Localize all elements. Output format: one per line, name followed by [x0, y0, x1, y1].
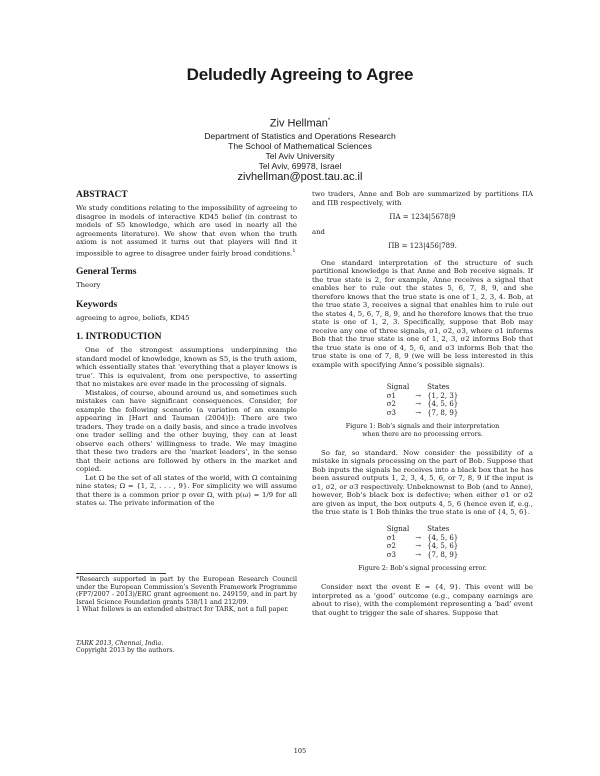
table-header-row — [384, 383, 461, 392]
table-header-row — [384, 525, 461, 534]
right-paragraph-1: One standard interpretation of the structure of such partitional knowledge is that Anne and Bob receive signals. If the true state is 2, for example, Anne receives a signal that enables her to rule out the states 5, 6, 7, 8, 9, and she therefore knows that the true state is one of 1, 2, 3, 4. Bob, at the true state 3, receives a signal that enables him to rule out the states 4, 5, 6, 7, 8, 9, and he therefore knows that the true state is one of 1, 2, 3. Specifically, suppose that Bob may receive any one of three signals, σ1, σ2, σ3, where σ1 informs Bob that the true state is one of 1, 2, 3, σ2 informs Bob that the true state is one of 4, 5, 6, and σ3 informs Bob that the true state is one of 7, 8, 9 (we will be less interested in this example with specifying Anne’s possible signals). — [312, 258, 533, 369]
right-column — [312, 190, 533, 617]
table-cell: {1, 2, 3} — [427, 391, 459, 400]
table-cell: σ1 — [386, 533, 396, 542]
conference-info — [76, 640, 297, 654]
table-cell: → — [415, 391, 422, 400]
table-row — [384, 400, 461, 409]
copyright-line: Copyright 2013 by the authors. — [76, 647, 175, 655]
figure-1-caption-line-1: Figure 1: Bob’s signals and their interpretation — [345, 422, 500, 431]
table-cell: → — [415, 408, 422, 417]
equation-2: ΠB = 123|456|789. — [388, 242, 457, 250]
table-header — [412, 525, 424, 534]
general-terms-heading: General Terms — [76, 267, 137, 278]
keywords-heading: Keywords — [76, 299, 118, 310]
right-paragraph-2: So far, so standard. Now consider the possibility of a mistake in signals processing on the part of Bob. Suppose that Bob inputs the signals he receives into a black box that he has been assured outputs 1, 2, 3, 4, 5, 6, or 7, 8, 9 if the input is σ1, σ2, or σ3 respectively. Unbeknownst to Bob (and to Anne), however, Bob’s black box is defective; when either σ1 or σ2 are given as input, the box outputs 4, 5, 6 (hence even if, e.g., the true state is 1 Bob thinks the true state is one of {4, 5, 6}. — [312, 448, 533, 517]
paper-title: Deludedly Agreeing to Agree — [186, 65, 414, 84]
footnote-rule — [76, 573, 166, 574]
right-paragraph-0: two traders, Anne and Bob are summarized by partitions ΠA and ΠB respectively, with — [312, 190, 533, 207]
author-name-text: Ziv Hellman — [269, 117, 328, 130]
table-cell: σ2 — [386, 542, 396, 551]
equation-1: ΠA = 1234|5678|9 — [389, 213, 456, 221]
table-row — [384, 392, 461, 401]
right-paragraph-3: Consider next the event E = {4, 9}. This event will be interpreted as a ‘good’ outcome (e.g., company earnings are about to rise), with the complement representing a ‘bad’ event that ought to trigger the sale of shares. Suppose that — [312, 583, 533, 617]
table-cell: → — [415, 400, 422, 409]
intro-paragraph-2: Mistakes, of course, abound around us, and sometimes such mistakes can have significant consequences. Consider, for example the following scenario (a variation of an example appearing in [Hart and Tauman (2004)]): There are two traders. They trade on a daily basis, and since a trade involves one trader selling and the other buying, they can at least observe each others’ willingness to trade. We may imagine that these two traders are the ‘market leaders’, in the sense that their actions are followed by others in the market and copied. — [76, 388, 297, 474]
page-number: 105 — [293, 747, 307, 755]
abstract-body: We study conditions relating to the impossibility of agreeing to disagree in models of interactive KD45 belief (in contrast to models of S5 knowledge, which are used in nearly all the agreements literature). We show that even when the truth axiom is not assumed it turns out that players will find it impossible to agree to disagree under fairly broad conditions. — [76, 204, 297, 257]
keywords-text: agreeing to agree, beliefs, KD45 — [76, 313, 190, 322]
table-cell: σ3 — [386, 550, 396, 559]
affiliation-line: Tel Aviv, 69978, Israel — [258, 161, 342, 172]
abstract-text — [76, 204, 297, 257]
table-cell: {4, 5, 6} — [427, 400, 459, 409]
affiliation-line: Tel Aviv University — [265, 151, 335, 162]
affiliation-line: The School of Mathematical Sciences — [228, 140, 372, 151]
footnote-2: 1 What follows is an extended abstract for TARK, not a full paper. — [76, 605, 289, 614]
and-text: and — [312, 227, 325, 236]
table-row — [384, 534, 461, 543]
conference-line: TARK 2013, Chennai, India. — [76, 640, 164, 647]
footnote-1: *Research supported in part by the European Research Council under the European Commission’s Seventh Framework Programme (FP7/2007 - 2013)/ERC grant agreement no. 249159, and in part by Israel Science Foundation grants 538/11 and 212/09. — [76, 575, 297, 606]
introduction-heading: 1. INTRODUCTION — [76, 332, 162, 343]
table-row — [384, 409, 461, 418]
author-block — [0, 115, 600, 184]
table-cell: σ2 — [386, 400, 396, 409]
table-cell: {7, 8, 9} — [427, 408, 459, 417]
intro-paragraph-3: Let Ω be the set of all states of the world, with Ω containing nine states; Ω = {1, 2, . . . , 9}. For simplicity we will assume that there is a common prior p over Ω, with p(ω) = 1/9 for all states ω. The private information of the — [76, 473, 297, 508]
author-email: zivhellman@post.tau.ac.il — [237, 171, 363, 184]
table-header: Signal — [386, 383, 410, 391]
figure-1-caption-line-2: when there are no processing errors. — [362, 430, 483, 439]
table-header: Signal — [386, 524, 410, 533]
table-cell: → — [415, 533, 422, 542]
figure-2-caption: Figure 2: Bob’s signal processing error. — [358, 564, 487, 573]
intro-paragraph-1: One of the strongest assumptions underpinning the standard model of knowledge, known as S5, is the truth axiom, which essentially states that ‘everything that a player knows is true’. This is equivalent, from one perspective, to asserting that no mistakes are ever made in the processing of signals. — [76, 346, 297, 389]
table-cell: → — [415, 550, 422, 559]
signals-table-1 — [384, 383, 461, 417]
affiliation-line: Department of Statistics and Operations Research — [204, 130, 396, 141]
author-name — [0, 115, 600, 131]
table-row — [384, 542, 461, 551]
table-cell: → — [415, 542, 422, 551]
table-cell: {4, 5, 6} — [427, 542, 459, 551]
table-cell: {7, 8, 9} — [427, 550, 459, 559]
table-cell: σ1 — [386, 391, 396, 400]
table-header: States — [427, 524, 450, 533]
table-header — [412, 383, 424, 392]
general-terms-text: Theory — [76, 281, 101, 290]
author-footnote-mark: * — [327, 118, 331, 124]
footnotes — [76, 576, 297, 614]
left-column — [76, 190, 297, 508]
table-header: States — [427, 383, 450, 391]
table-cell: {4, 5, 6} — [427, 533, 459, 542]
abstract-footnote-mark: 1 — [292, 247, 296, 254]
table-cell: σ3 — [386, 408, 396, 417]
abstract-heading: ABSTRACT — [76, 190, 128, 200]
figure-1-caption — [312, 423, 533, 439]
table-row — [384, 551, 461, 560]
signals-table-2 — [384, 525, 461, 559]
